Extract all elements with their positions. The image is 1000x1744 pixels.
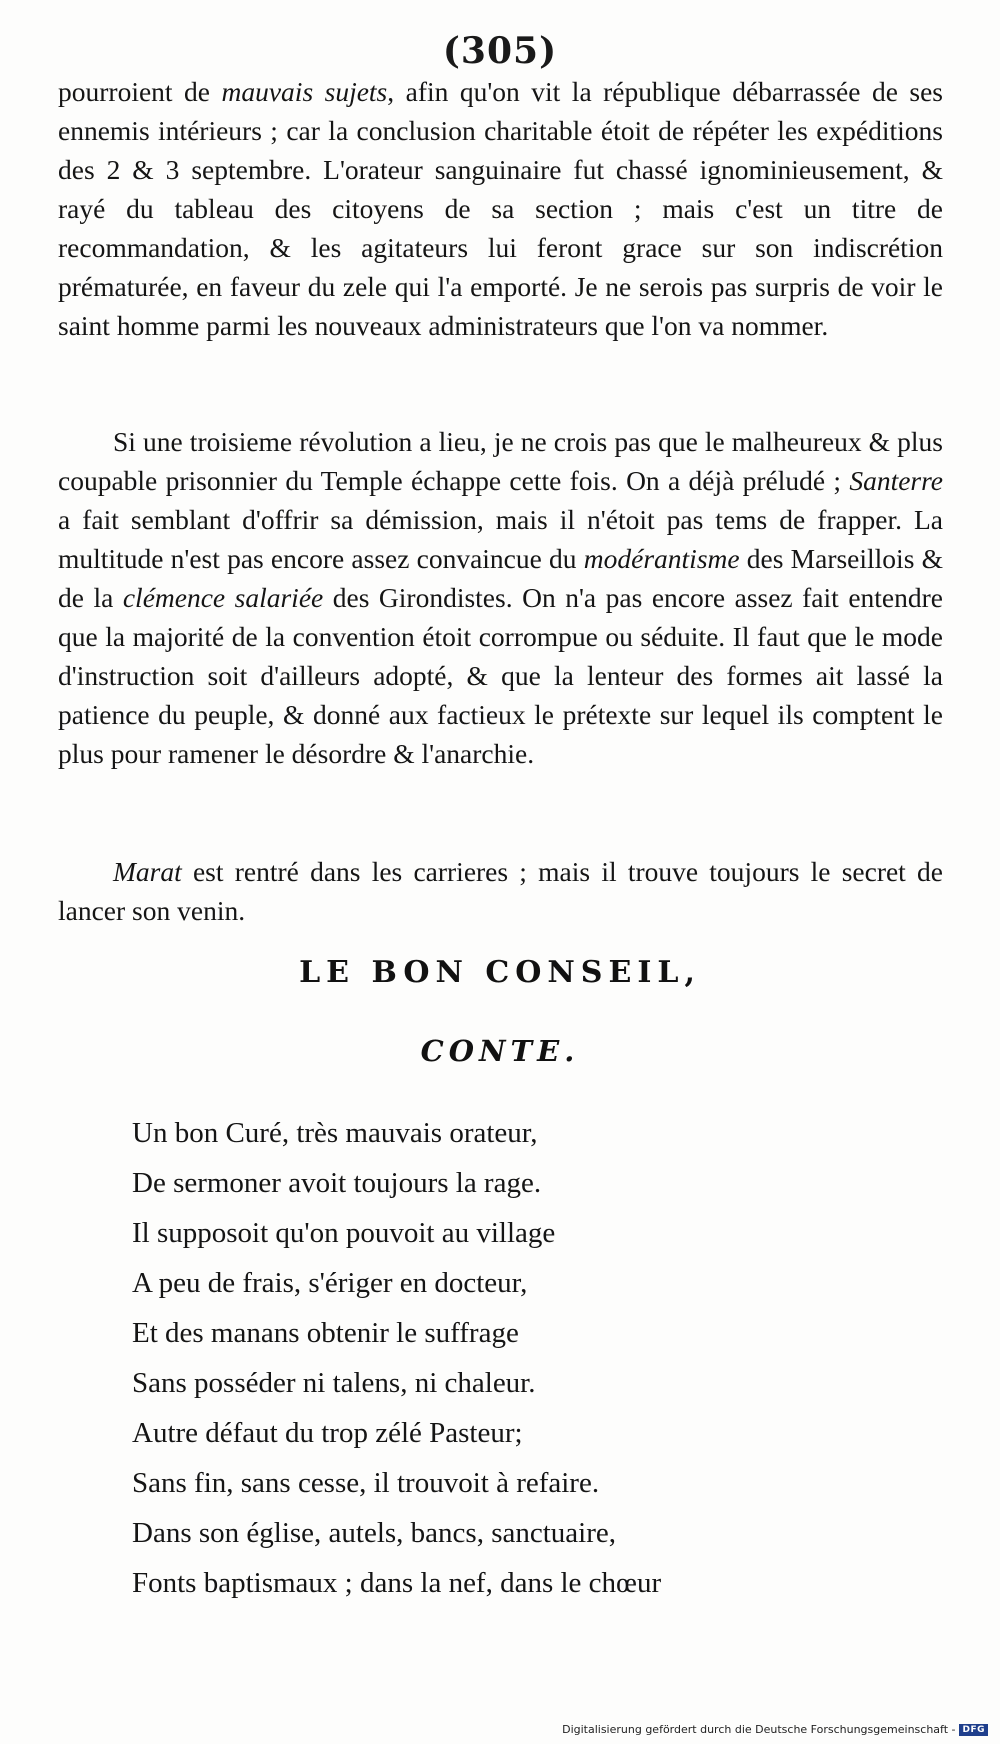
paragraph-1 <box>58 72 943 345</box>
dfg-logo: DFG <box>959 1724 988 1736</box>
verse-line: Dans son église, autels, bancs, sanctuaire, <box>132 1517 616 1549</box>
verse-line: Sans posséder ni talens, ni chaleur. <box>132 1367 536 1399</box>
paragraph-1-italic-a: mauvais sujets <box>221 76 388 107</box>
paragraph-2-italic-clemence: clémence salariée <box>122 582 324 613</box>
page-number: (305) <box>442 30 558 72</box>
paragraph-2-italic-moderantisme: modérantisme <box>583 543 740 574</box>
verse-line: Sans fin, sans cesse, il trouvoit à refaire. <box>132 1467 600 1499</box>
paragraph-1-text-a: pourroient de <box>58 76 222 107</box>
verse-line: Autre défaut du trop zélé Pasteur; <box>132 1417 523 1449</box>
paragraph-3 <box>58 852 943 930</box>
verse-line: A peu de frais, s'ériger en docteur, <box>132 1267 528 1299</box>
paragraph-2-text-b: a fait semblant d'offrir sa démission, mais il n'étoit pas tems de frapper. La multitude n'est pas encore assez convaincue du <box>58 504 943 574</box>
verse-poem <box>132 1108 852 1608</box>
paragraph-1-text-b: , afin qu'on vit la république débarrassée de ses ennemis intérieurs ; car la conclusion charitable étoit de répéter les expéditions des 2 & 3 septembre. L'orateur sanguinaire fut chassé ignominieusement, & rayé du tableau des citoyens de sa section ; mais c'est un titre de recommandation, & les agitateurs lui feront grace sur son indiscrétion prématurée, en faveur du zele qui l'a emporté. Je ne serois pas surpris de voir le saint homme parmi les nouveaux administrateurs que l'on va nommer. <box>58 76 943 341</box>
verse-line: De sermoner avoit toujours la rage. <box>132 1167 542 1199</box>
section-subtitle: CONTE. <box>420 1034 580 1068</box>
verse-line: Un bon Curé, très mauvais orateur, <box>132 1117 538 1149</box>
paragraph-2-text-d: des Girondistes. On n'a pas encore assez fait entendre que la majorité de la convention étoit corrompue ou séduite. Il faut que le mode d'instruction soit d'ailleurs adopté, & que la lenteur des formes ait lassé la patience du peuple, & donné aux factieux le prétexte sur lequel ils comptent le plus pour ramener le désordre & l'anarchie. <box>58 582 943 769</box>
verse-line: Fonts baptismaux ; dans la nef, dans le chœur <box>132 1567 662 1599</box>
paragraph-2-text-c: des Marseillois & de la <box>58 543 943 613</box>
verse-line: Il supposoit qu'on pouvoit au village <box>132 1217 556 1249</box>
verse-line: Et des manans obtenir le suffrage <box>132 1317 519 1349</box>
section-title: LE BON CONSEIL, <box>299 955 701 990</box>
paragraph-3-italic-marat: Marat <box>113 856 182 887</box>
footer-credit: Digitalisierung gefördert durch die Deutsche Forschungsgemeinschaft - <box>562 1723 956 1736</box>
paragraph-2 <box>58 422 943 773</box>
paragraph-2-text-a: Si une troisieme révolution a lieu, je ne crois pas que le malheureux & plus coupable prisonnier du Temple échappe cette fois. On a déjà préludé ; <box>58 426 943 496</box>
digitization-footer <box>562 1723 988 1736</box>
paragraph-3-text: est rentré dans les carrieres ; mais il trouve toujours le secret de lancer son venin. <box>58 856 943 926</box>
paragraph-2-italic-santerre: Santerre <box>849 465 943 496</box>
